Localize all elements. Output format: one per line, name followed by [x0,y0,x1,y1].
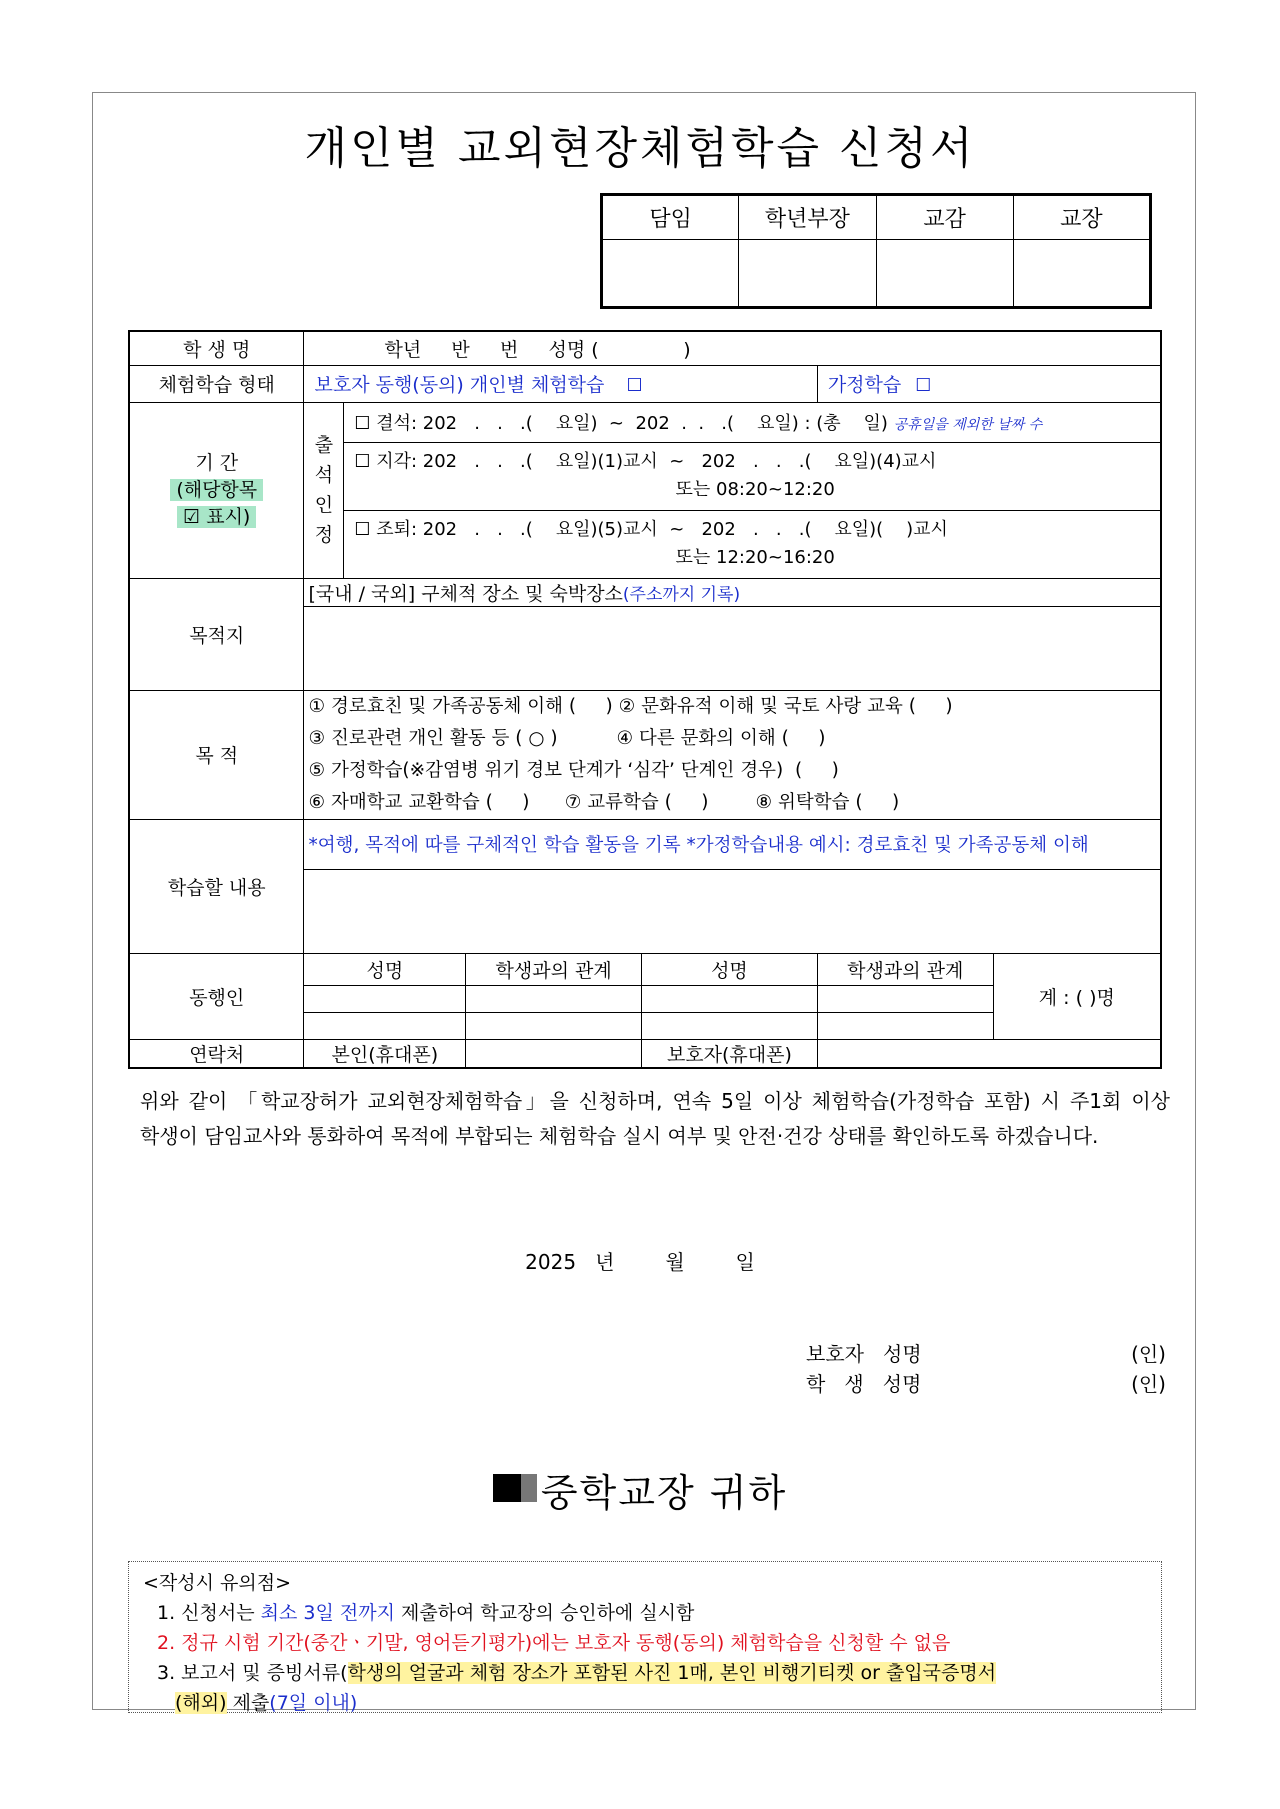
content-input[interactable] [304,869,1161,953]
companion-header-relation-1: 학생과의 관계 [466,953,642,985]
companion-name-input[interactable] [642,1012,818,1039]
application-table [128,330,1162,1069]
pledge-paragraph: 위와 같이 「학교장허가 교외현장체험학습」을 신청하며, 연속 5일 이상 체험학습(가정학습 포함) 시 주1회 이상 학생이 담임교사와 통화하여 목적에 부합되는 체험학습 실시 여부 및 안전·건강 상태를 확인하도록 하겠습니다. [140,1089,1170,1148]
companion-name-input[interactable] [304,985,466,1012]
purpose-line-4: ⑥ 자매학교 교환학습 ( ) ⑦ 교류학습 ( ) ⑧ 위탁학습 ( ) [308,791,900,813]
note-3: 3. 보고서 및 증빙서류(학생의 얼굴과 체험 장소가 포함된 사진 1매, 본인 비행기티켓 or 출입국증명서 (해외) 제출(7일 이내) [157,1662,997,1714]
absence-row[interactable] [344,402,1161,442]
guardian-signature-label: 보호자 성명 [806,1342,922,1366]
destination-input[interactable] [304,606,1161,690]
recipient-line [0,1462,1280,1517]
companion-relation-input[interactable] [466,1012,642,1039]
student-signature-label: 학 생 성명 [806,1372,922,1396]
period-note: (해당항목 [170,479,263,501]
purpose-line-1: ① 경로효친 및 가족공동체 이해 ( ) ② 문화유적 이해 및 국토 사랑 교육 ( ) [308,695,953,717]
approval-header-homeroom: 담임 [602,195,739,240]
purpose-options[interactable] [304,690,1161,819]
type-option-home-label: 가정학습 [827,374,902,396]
purpose-label: 목 적 [129,690,304,819]
redacted-school-block [493,1474,521,1502]
approval-header-vice-principal: 교감 [876,195,1013,240]
type-option-guardian-checkbox[interactable]: ☐ [626,375,643,396]
late-row[interactable] [344,442,1161,510]
contact-self-input[interactable] [466,1039,642,1068]
recipient-text: 중학교장 귀하 [540,1471,788,1515]
companion-total: 계 : ( )명 [993,953,1161,1039]
approval-header-grade-head: 학년부장 [739,195,876,240]
companion-header-relation-2: 학생과의 관계 [817,953,993,985]
companion-header-name-1: 성명 [304,953,466,985]
contact-self-label: 본인(휴대폰) [304,1039,466,1068]
companion-label: 동행인 [129,953,304,1039]
student-signature[interactable] [806,1368,1166,1397]
content-hint: *여행, 목적에 따를 구체적인 학습 활동을 기록 *가정학습내용 예시: 경로효친 및 가족공동체 이해 [304,819,1161,869]
early-leave-row[interactable] [344,510,1161,578]
destination-label: 목적지 [129,578,304,690]
content-label: 학습할 내용 [129,819,304,953]
student-name-label: 학 생 명 [129,331,304,365]
contact-guardian-input[interactable] [817,1039,1161,1068]
student-name-field[interactable]: 학년 반 번 성명 ( ) [304,331,1161,365]
companion-relation-input[interactable] [817,985,993,1012]
notes-title: <작성시 유의점> [143,1572,292,1594]
approval-sign-vice-principal[interactable] [876,240,1013,308]
type-option-guardian-label: 보호자 동행(동의) 개인별 체험학습 [314,374,605,396]
student-seal: (인) [1131,1372,1166,1396]
approval-sign-principal[interactable] [1013,240,1150,308]
destination-hint-blue: (주소까지 기록) [622,584,741,605]
companion-name-input[interactable] [304,1012,466,1039]
approval-table [600,193,1152,309]
contact-guardian-label: 보호자(휴대폰) [642,1039,818,1068]
type-option-guardian[interactable] [304,365,817,402]
early-line-1: ☐ 조퇴: 202 . . .( 요일)(5)교시 ~ 202 . . .( 요일)( )교시 [354,519,948,540]
type-option-home[interactable] [817,365,1161,402]
contact-label: 연락처 [129,1039,304,1068]
purpose-line-3: ⑤ 가정학습(※감염병 위기 경보 단계가 ‘심각’ 단계인 경우) ( ) [308,759,839,781]
type-option-home-checkbox[interactable]: ☐ [915,375,932,396]
destination-hint-row [304,578,1161,606]
type-label: 체험학습 형태 [129,365,304,402]
note-1: 1. 신청서는 최소 3일 전까지 제출하여 학교장의 승인하에 실시함 [157,1602,695,1624]
companion-header-name-2: 성명 [642,953,818,985]
redacted-school-block-gray [521,1474,537,1502]
early-line-2: 또는 12:20~16:20 [675,547,835,568]
absence-text: ☐ 결석: 202 . . .( 요일) ~ 202 . . .( 요일) : (총 일) [354,413,888,434]
period-label: 기 간 [195,451,239,474]
note-2: 2. 정규 시험 기간(중간ㆍ기말, 영어듣기평가)에는 보호자 동행(동의) 체험학습을 신청할 수 없음 [157,1632,951,1654]
guardian-seal: (인) [1131,1342,1166,1366]
purpose-line-2: ③ 진로관련 개인 활동 등 ( ○ ) ④ 다른 문화의 이해 ( ) [308,727,826,749]
form-title: 개인별 교외현장체험학습 신청서 [304,123,976,174]
companion-name-input[interactable] [642,985,818,1012]
period-note-2: ☑ 표시) [177,506,256,528]
guardian-signature[interactable] [806,1338,1166,1367]
approval-sign-homeroom[interactable] [602,240,739,308]
approval-header-principal: 교장 [1013,195,1150,240]
application-date[interactable]: 2025 년 월 일 [525,1250,755,1274]
approval-sign-grade-head[interactable] [739,240,876,308]
attendance-vertical-label: 출 석 인 정 [304,402,344,578]
companion-relation-input[interactable] [466,985,642,1012]
late-line-1: ☐ 지각: 202 . . .( 요일)(1)교시 ~ 202 . . .( 요일)(4)교시 [354,451,937,472]
destination-hint: [국내 / 국외] 구체적 장소 및 숙박장소 [308,582,623,605]
absence-note: 공휴일을 제외한 날짜 수 [893,417,1043,433]
period-label-cell [129,402,304,578]
companion-relation-input[interactable] [817,1012,993,1039]
notes-box [128,1561,1162,1713]
late-line-2: 또는 08:20~12:20 [675,479,835,500]
